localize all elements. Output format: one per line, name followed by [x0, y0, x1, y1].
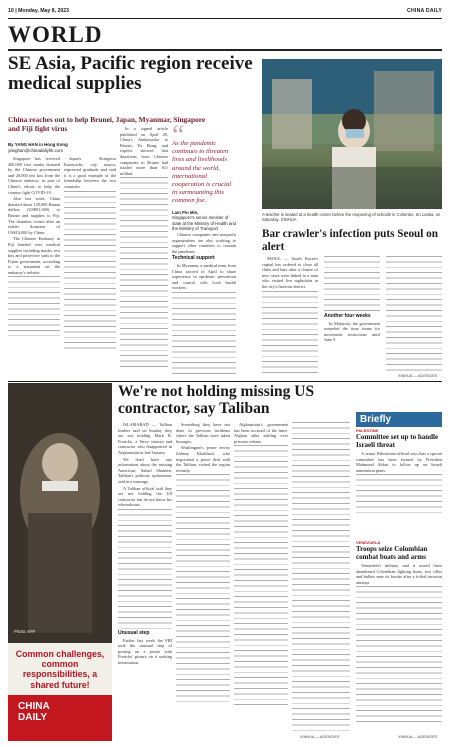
lower-headline: We're not holding missing US contractor, say Taliban	[118, 383, 315, 417]
section-rule	[8, 49, 442, 51]
section-title: WORLD	[8, 22, 103, 47]
brief-body	[356, 451, 442, 521]
main-headline: SE Asia, Pacific region receive medical supplies	[8, 53, 253, 94]
quote-mark-icon: “	[172, 120, 185, 151]
byline-author: By YANG HAN in Hong Kong	[8, 142, 68, 147]
text-lines	[64, 191, 116, 351]
brief-tag: VENEZUELA	[356, 540, 381, 545]
lower-paragraph: Earlier last week the FBI took the unusual step of posting on a poster with Frerichs' picture on it seeking information.	[118, 637, 172, 665]
lower-column-4	[292, 422, 350, 732]
brief-body	[356, 563, 442, 739]
lower-paragraph: A Taliban official said they are not holding the US contractor but do not know his whereabouts.	[118, 485, 172, 508]
text-lines	[386, 256, 442, 372]
pull-quote-name: Lam Pin Min,	[172, 209, 199, 215]
lower-paragraph: Washington's peace envoy Zalmay Khalilzad, who negotiated a peace deal with the Taliban, visited the region recently.	[176, 445, 230, 473]
pull-quote-role: Singapore's senior minister of state at the Ministry of Health and the Ministry of Transport	[172, 215, 237, 232]
text-lines	[120, 177, 168, 367]
side-paragraph: SEOUL — South Korea's capital has ordered to close all clubs and bars after a cluster of new cases were linked to a man who visited five nightclubs in the city's Itaewon district.	[262, 256, 318, 289]
text-lines	[234, 445, 288, 705]
side-paragraph: In Malaysia, the government extended the time frame for movement restrictions until June 9.	[324, 320, 380, 343]
photo-caption: A teacher is seated at a health center before the reopening of schools in Colombo, Sri Lanka, on Saturday. XINHUA	[262, 212, 441, 223]
main-paragraph: Also last week, China donated about 129,000 Hunan dollars (US$91,000) to Brunei and supplies to Fiji. The donation comes after an earlier donation of US$10,000 by China.	[8, 196, 60, 235]
lower-subhead: Unusual step	[118, 629, 150, 636]
brief-text: Venezuela's military said it seized three abandoned Colombian fighting boats, two rifles and bullets near its border after a foiled invasion attempt.	[356, 563, 442, 585]
ad-photo-credit: Photo: AFP	[14, 629, 36, 634]
masthead-logo: CHINA DAILY	[407, 8, 442, 14]
main-subhead: Technical support	[172, 255, 215, 262]
brief-headline: Troops seize Colombian combat boats and arms	[356, 545, 428, 561]
lower-column-1	[118, 422, 172, 740]
side-headline: Bar crawler's infection puts Seoul on alert	[262, 228, 438, 253]
pull-quote-text: As the pandemic continues to threaten lives and livelihoods around the world, international cooperation is crucial in surmounting this common foe.	[172, 140, 232, 205]
main-paragraph: In a signed article published on April 29, China's Ambassador to Brunei, Yu Hong, and experts showed that donations from Chinese companies to Brunei had totaled more than 611 million.	[120, 126, 168, 176]
main-paragraph: Chinese companies and nonprofit organizations are also working to support other countries to contain the pandemic.	[172, 232, 236, 254]
side-signature: XINHUA — AGENCIES	[398, 374, 438, 378]
lower-column-3	[234, 422, 288, 732]
ad-brand-block	[8, 695, 112, 741]
text-lines	[356, 474, 442, 514]
brief-headline: Committee set up to handle Israeli threat	[356, 433, 439, 449]
text-lines	[292, 422, 350, 732]
brief-tag: PALESTINE	[356, 428, 379, 433]
main-paragraph: The Chinese Embassy in Fiji handed over medical supplies including masks, test kits and protective suits to the Fijian government, according to a statement on the embassy's website.	[8, 236, 60, 275]
ad-headline: Common challenges, common responsibilities, a shared future!	[8, 643, 112, 695]
text-lines	[176, 474, 230, 704]
text-lines	[356, 586, 442, 726]
text-lines	[118, 509, 172, 629]
main-column-2	[64, 156, 116, 378]
page-header	[8, 6, 442, 18]
ad-brand-logo: CHINA DAILY	[18, 701, 50, 723]
text-lines	[8, 276, 60, 336]
pull-quote-attribution	[172, 210, 236, 232]
side-column-2	[324, 256, 380, 378]
byline	[8, 142, 68, 154]
side-column-3	[386, 256, 442, 372]
main-column-3	[120, 126, 168, 378]
page-number-date: 10 | Monday, May 8, 2023	[8, 8, 70, 14]
lower-paragraph: We don't have any information about the missing American, Suhail Shaheen, Taliban's political spokesman, said in a message.	[118, 456, 172, 484]
side-subhead: Another four weeks	[324, 313, 371, 319]
text-lines	[172, 292, 236, 378]
lower-paragraph: Something they have not done in previous incidents where the Taliban have taken hostages.	[176, 422, 230, 444]
briefly-header: Briefly	[356, 412, 442, 427]
lower-column-2	[176, 422, 230, 740]
pull-quote	[172, 120, 237, 232]
brief-item	[356, 540, 442, 739]
lower-paragraph: Afghanistan's government has been accused of the intra-Afghan talks stalling over prisoner release.	[234, 422, 288, 444]
text-lines	[324, 256, 380, 312]
divider-rule	[8, 381, 442, 382]
main-paragraph: Japan's Shingetsu Kazuyoshi, city mayor, expressed gratitude and said it is a good example of the friendship between the two countries.	[64, 156, 116, 189]
brief-text: A senior Palestinian official says that a special committee has been formed by President Mahmoud Abbas to follow up on Israeli annexation plans.	[356, 451, 442, 473]
ad-photo	[8, 383, 112, 643]
main-paragraph: In Myanmar, a medical team from China arrived in April to share experience in epidemic prevention and control with local health workers.	[172, 262, 236, 291]
news-photo	[262, 59, 442, 209]
brief-item	[356, 428, 442, 521]
main-dek: China reaches out to help Brunei, Japan, Myanmar, Singapore and Fiji fight virus	[8, 115, 206, 133]
byline-email: yanghan@chinadailyhk.com	[8, 148, 63, 153]
lower-signature: XINHUA — AGENCIES	[300, 735, 340, 739]
photo-illustration	[262, 59, 442, 209]
header-rule	[8, 18, 442, 19]
side-column-1	[262, 256, 318, 378]
main-column-4	[172, 232, 236, 378]
briefs-signature: XINHUA — AGENCIES	[398, 735, 438, 739]
main-paragraph: Singapore has received 400,000 face masks donated by the Chinese government and 20,000 test kits from the Chinese embassy, as part of China's efforts to help the country fight COVID-19.	[8, 156, 60, 195]
text-lines	[262, 291, 318, 375]
lower-paragraph: ISLAMABAD — Taliban leaders said on Sunday they are not holding Mark R. Frerichs, a Navy veteran and contractor who disappeared in Afghanistan in late January.	[118, 422, 172, 455]
main-column-1	[8, 156, 60, 378]
